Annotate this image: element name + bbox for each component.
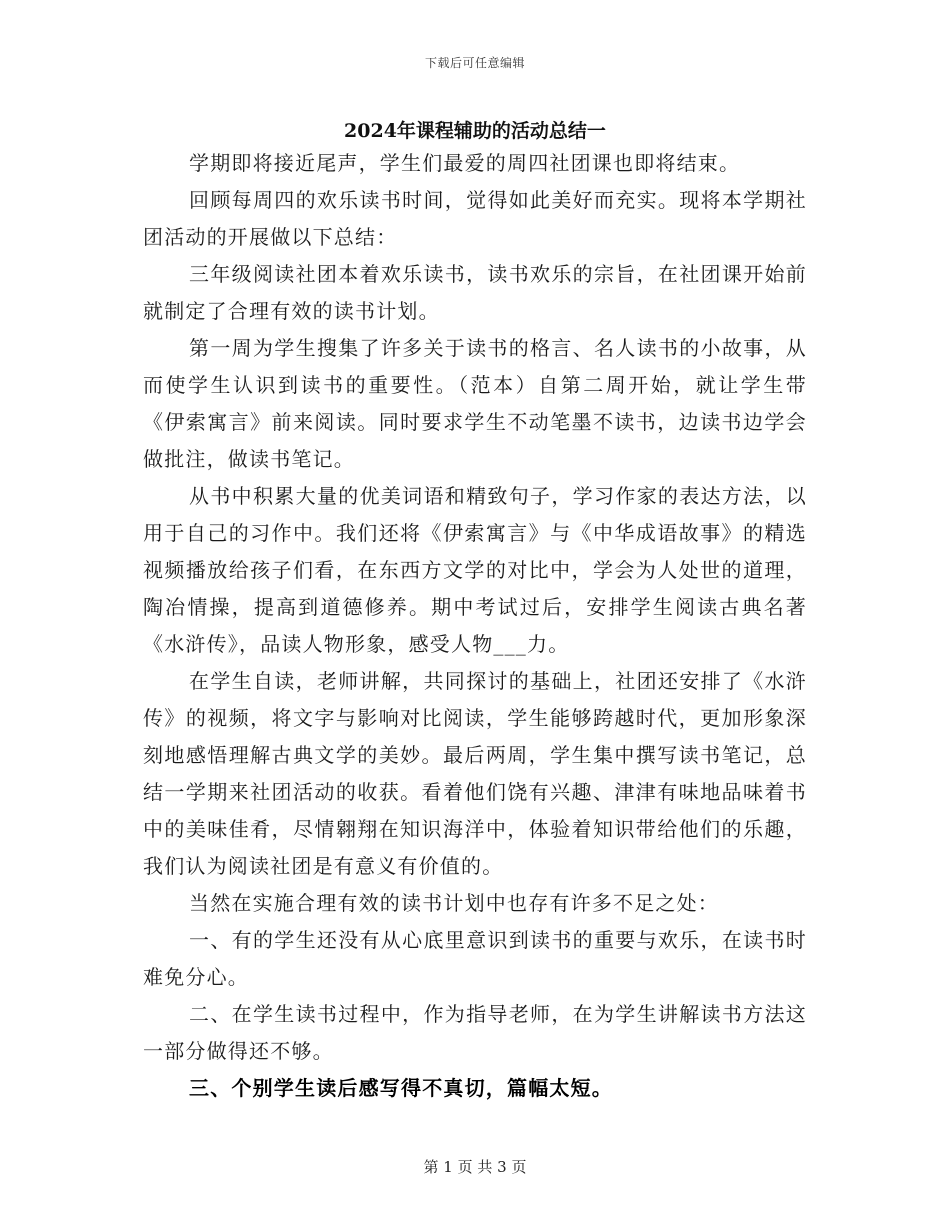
paragraph-6: 在学生自读，老师讲解，共同探讨的基础上，社团还安排了《水浒传》的视频，将文字与影响对比阅读，学生能够跨越时代，更加形象深刻地感悟理解古典文学的美妙。最后两周，学生集中撰写读书笔记，总结一学期来社团活动的收获。看着他们饶有兴趣、津津有味地品味着书中的美味佳肴，尽情翱翔在知识海洋中，体验着知识带给他们的乐趣，我们认为阅读社团是有意义有价值的。: [143, 669, 807, 878]
paragraph-3: 三年级阅读社团本着欢乐读书，读书欢乐的宗旨，在社团课开始前就制定了合理有效的读书计划。: [143, 262, 807, 323]
paragraph-5: 从书中积累大量的优美词语和精致句子，学习作家的表达方法，以用于自己的习作中。我们还将《伊索寓言》与《中华成语故事》的精选视频播放给孩子们看，在东西方文学的对比中，学会为人处世的道理，陶冶情操，提高到道德修养。期中考试过后，安排学生阅读古典名著《水浒传》，品读人物形象，感受人物___力。: [143, 484, 807, 656]
document-body: [143, 145, 807, 1107]
paragraph-10: 三、个别学生读后感写得不真切，篇幅太短。: [189, 1076, 613, 1100]
document-title: 2024年课程辅助的活动总结一: [344, 120, 606, 142]
paragraph-1: 学期即将接近尾声，学生们最爱的周四社团课也即将结束。: [189, 151, 741, 175]
paragraph-4: 第一周为学生搜集了许多关于读书的格言、名人读书的小故事，从而使学生认识到读书的重要性。（范本）自第二周开始，就让学生带《伊索寓言》前来阅读。同时要求学生不动笔墨不读书，边读书边学会做批注，做读书笔记。: [143, 336, 807, 471]
paragraph-2: 回顾每周四的欢乐读书时间，觉得如此美好而充实。现将本学期社团活动的开展做以下总结：: [143, 188, 807, 249]
paragraph-8: 一、有的学生还没有从心底里意识到读书的重要与欢乐，在读书时难免分心。: [143, 928, 807, 989]
page-footer-page-info: 第 1 页 共 3 页: [423, 1158, 527, 1176]
paragraph-9: 二、在学生读书过程中，作为指导老师，在为学生讲解读书方法这一部分做得还不够。: [143, 1002, 807, 1063]
paragraph-7: 当然在实施合理有效的读书计划中也存有许多不足之处：: [189, 891, 719, 915]
page-header-note: 下载后可任意编辑: [424, 56, 525, 70]
